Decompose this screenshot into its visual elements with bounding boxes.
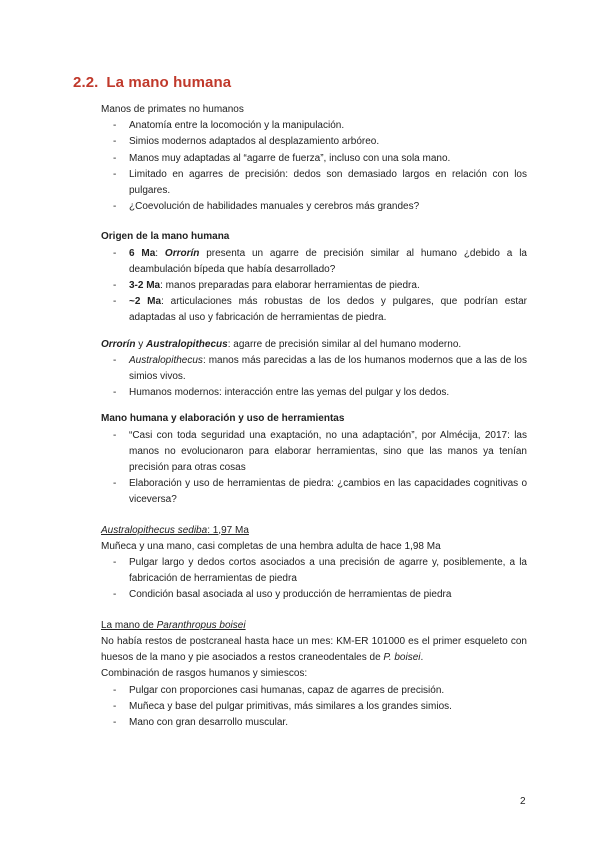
time-label: ~2 Ma: [129, 296, 162, 308]
boisei-list: [101, 683, 527, 732]
taxon-name: Paranthropus boisei: [156, 619, 246, 631]
taxon-name: Orrorín: [164, 247, 200, 259]
sediba-heading: [101, 523, 527, 539]
list-item: - “Casi con toda seguridad una exaptación, no una adaptación”, por Almécija, 2017: las manos no evolucionaron para elaborar herramientas, sino que las manos ya tenían precisión para otras cosas: [101, 428, 527, 477]
boisei-paragraph: [101, 634, 527, 666]
item-text: presenta un agarre de precisión similar al humano ¿debido a la deambulación bípeda que había desarrollado?: [129, 247, 527, 275]
list-item: - Condición basal asociada al uso y producción de herramientas de piedra: [101, 587, 527, 603]
boisei-title-prefix: La mano de: [101, 619, 157, 631]
list-item: [101, 246, 527, 278]
section-title: La mano humana: [106, 74, 232, 91]
item-text: : manos más parecidas a las de los humanos modernos que a las de los simios vivos.: [129, 354, 527, 383]
item-text: : articulaciones más robustas de los dedos y pulgares, que podrían estar adaptadas al uso y fabricación de herramientas de piedra.: [129, 296, 527, 324]
taxon-name: Australopithecus: [146, 338, 228, 350]
time-label: 6 Ma: [129, 247, 156, 259]
sediba-date: : 1,97 Ma: [207, 524, 249, 536]
list-item: [101, 278, 527, 294]
comparison-list: [101, 353, 527, 402]
origin-list: [101, 246, 527, 327]
taxon-name: P. boisei: [383, 652, 421, 664]
sediba-line: Muñeca y una mano, casi completas de una hembra adulta de hace 1,98 Ma: [101, 540, 441, 552]
tools-list: [101, 428, 527, 509]
list-item: - ¿Coevolución de habilidades manuales y cerebros más grandes?: [101, 199, 527, 215]
list-item: - Pulgar con proporciones casi humanas, capaz de agarres de precisión.: [101, 683, 527, 699]
taxon-name: Orrorín: [101, 338, 136, 350]
conjunction: y: [135, 338, 147, 350]
section-number: 2.2.: [73, 74, 99, 91]
boisei-heading: [101, 618, 527, 634]
list-item: [101, 353, 527, 385]
list-item: [101, 294, 527, 326]
boisei-text: No había restos de postcraneal hasta hace un mes: KM-ER 101000 es el primer esqueleto con huesos de la mano y pie asociados a restos craneodentales de: [101, 635, 527, 664]
origin-heading: Origen de la mano humana: [101, 231, 230, 243]
boisei-combo: Combinación de rasgos humanos y simiescos:: [101, 668, 308, 680]
list-item: - Muñeca y base del pulgar primitivas, más similares a los grandes simios.: [101, 699, 527, 715]
taxon-name: Australopithecus: [129, 354, 203, 366]
section-heading: [73, 74, 231, 91]
comparison-line: [101, 337, 527, 353]
intro-label: Manos de primates no humanos: [101, 104, 244, 115]
time-label: 3-2 Ma: [129, 280, 161, 292]
list-item: - Manos muy adaptadas al “agarre de fuerza”, incluso con una sola mano.: [101, 151, 527, 167]
page-number: 2: [520, 796, 526, 807]
list-item: - Elaboración y uso de herramientas de piedra: ¿cambios en las capacidades cognitivas o viceversa?: [101, 476, 527, 508]
list-item: - Anatomía entre la locomoción y la manipulación.: [101, 118, 527, 134]
list-item: - Limitado en agarres de precisión: dedos son demasiado largos en relación con los pulgares.: [101, 167, 527, 199]
list-item: - Pulgar largo y dedos cortos asociados a una precisión de agarre y, posiblemente, a la fabricación de herramientas de piedra: [101, 555, 527, 587]
comparison-text: : agarre de precisión similar al del humano moderno.: [227, 338, 462, 350]
separator: :: [155, 247, 165, 259]
boisei-text-end: .: [420, 652, 424, 664]
document-body: [101, 102, 527, 731]
list-item: - Humanos modernos: interacción entre las yemas del pulgar y los dedos.: [101, 385, 527, 401]
tools-heading: Mano humana y elaboración y uso de herramientas: [101, 413, 345, 425]
list-item: - Mano con gran desarrollo muscular.: [101, 715, 527, 731]
list-item: - Simios modernos adaptados al desplazamiento arbóreo.: [101, 134, 527, 150]
taxon-name: Australopithecus sediba: [101, 524, 208, 536]
item-text: : manos preparadas para elaborar herramientas de piedra.: [160, 280, 420, 292]
sediba-list: [101, 555, 527, 604]
intro-list: [101, 118, 527, 215]
